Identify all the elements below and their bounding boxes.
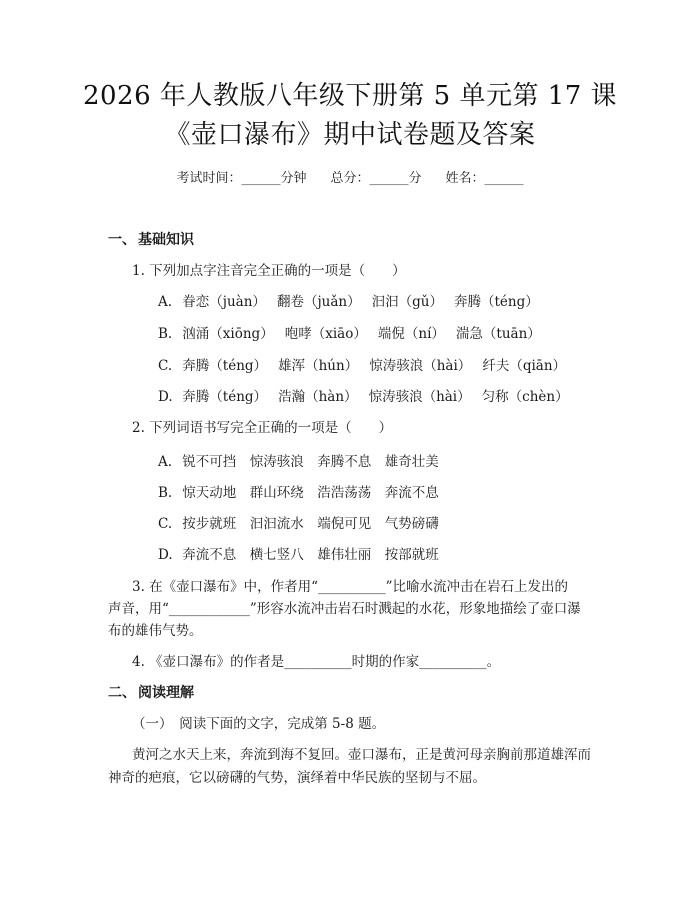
page-title-line-2: 《壶口瀑布》期中试卷题及答案 xyxy=(164,120,536,150)
option-text: 按步就班 汩汩流水 端倪可见 气势磅礴 xyxy=(182,516,439,532)
option-letter: C. xyxy=(158,516,173,532)
option-text: 奔腾（téng） 雄浑（hún） 惊涛骇浪（hài） 纤夫（qiān） xyxy=(182,358,567,374)
option-letter: D. xyxy=(158,547,173,563)
question-1-stem: 1. 下列加点字注音完全正确的一项是（ ） xyxy=(132,263,406,279)
question-3-line-2: 声音，用“____________”形容水流冲击岩石时溅起的水花，形象地描绘了壶口瀑 xyxy=(108,601,581,617)
option-letter: A. xyxy=(158,454,173,470)
option-text: 锐不可挡 惊涛骇浪 奔腾不息 雄奇壮美 xyxy=(182,454,439,470)
option-letter: C. xyxy=(158,358,173,374)
exam-time-field: 考试时间：______分钟 xyxy=(176,171,307,186)
option-letter: B. xyxy=(158,326,173,342)
reading-paragraph-line-1: 黄河之水天上来，奔流到海不复回。壶口瀑布，正是黄河母亲胸前那道雄浑而 xyxy=(132,747,591,763)
question-1-option-d xyxy=(158,388,569,406)
option-text: 汹涌（xiōng） 咆哮（xiāo） 端倪（ní） 湍急（tuān） xyxy=(182,326,541,342)
question-1-option-a xyxy=(158,293,539,311)
question-1-option-c xyxy=(158,357,566,375)
option-letter: D. xyxy=(158,389,173,405)
reading-paragraph-line-2: 神奇的疤痕，它以磅礴的气势，演绎着中华民族的坚韧与不屈。 xyxy=(108,770,486,786)
question-2-option-d xyxy=(158,546,439,564)
section-heading-basic xyxy=(108,231,194,249)
option-text: 奔腾（téng） 浩瀚（hàn） 惊涛骇浪（hài） 匀称（chèn） xyxy=(182,389,569,405)
section-heading-reading xyxy=(108,684,194,702)
section-number: 一、 xyxy=(108,232,136,248)
option-text: 惊天动地 群山环绕 浩浩荡荡 奔流不息 xyxy=(182,485,439,501)
option-letter: A. xyxy=(158,294,173,310)
page-title-line-1: 2026 年人教版八年级下册第 5 单元第 17 课 xyxy=(82,81,618,111)
student-name-field: 姓名：______ xyxy=(445,171,524,186)
question-3-line-1: 3. 在《壶口瀑布》中，作者用“__________”比喻水流冲击在岩石上发出的 xyxy=(132,579,568,595)
total-score-field: 总分：______分 xyxy=(330,171,422,186)
option-text: 眷恋（juàn） 翻卷（juǎn） 汩汩（gǔ） 奔腾（téng） xyxy=(182,294,539,310)
question-2-stem: 2. 下列词语书写完全正确的一项是（ ） xyxy=(132,420,393,436)
option-text: 奔流不息 横七竖八 雄伟壮丽 按部就班 xyxy=(182,547,439,563)
section-title: 基础知识 xyxy=(138,232,194,248)
reading-intro: （一） 阅读下面的文字，完成第 5-8 题。 xyxy=(132,716,386,732)
option-letter: B. xyxy=(158,485,173,501)
question-3-line-3: 布的雄伟气势。 xyxy=(108,623,203,639)
question-2-option-a xyxy=(158,453,439,471)
section-number: 二、 xyxy=(108,685,136,701)
exam-info xyxy=(0,171,700,187)
section-title: 阅读理解 xyxy=(138,685,194,701)
question-1-option-b xyxy=(158,325,541,343)
question-2-option-c xyxy=(158,515,439,533)
question-2-option-b xyxy=(158,484,439,502)
question-4: 4. 《壶口瀑布》的作者是__________时期的作家__________。 xyxy=(132,654,501,670)
